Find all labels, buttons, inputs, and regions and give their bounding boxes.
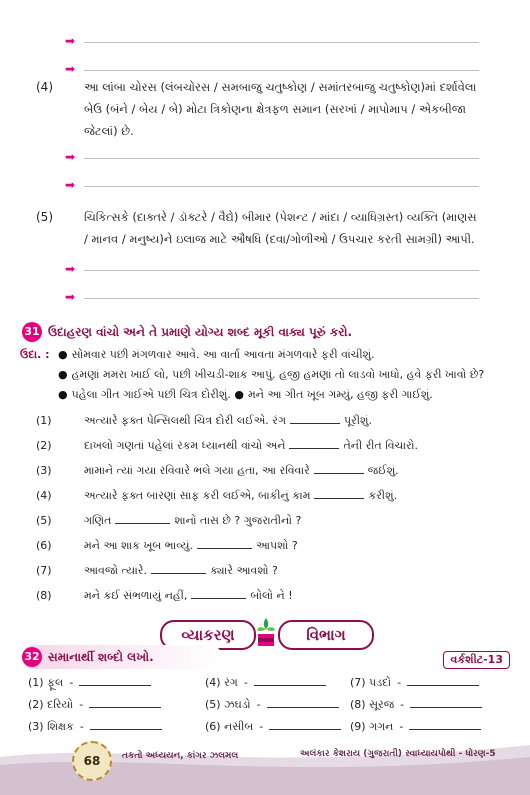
page-footer (0, 735, 530, 795)
fill-blank-item: (7) આવજો ત્યારે. ક્યારે આવશો ? (36, 564, 278, 577)
answer-field[interactable] (79, 685, 151, 686)
fill-blank-item: (5) ગણિત શાનો તાસ છે ? ગુજરાતીનો ? (36, 514, 302, 527)
answer-line[interactable] (84, 186, 479, 187)
blank-field[interactable] (151, 573, 206, 574)
fill-blank-item: (2) દાખલો ગણતાં પહેલાં રકમ ધ્યાનથી વાંચો અને તેની રીત વિચારો. (36, 439, 418, 452)
blank-field[interactable] (289, 448, 339, 449)
synonym-item: (1) ફૂલ - (28, 676, 151, 690)
synonym-item: (5) ઝઘડો - (205, 698, 339, 712)
footer-left-text: તકતો અધ્યયન, કાંગર ઝલમલ (122, 751, 239, 761)
answer-line[interactable] (84, 158, 479, 159)
question-number: (5) (36, 210, 53, 224)
book-icon (255, 616, 277, 650)
question-number: (4) (36, 80, 53, 94)
example-line: ● પહેલા ગીત ગાઈએ પછી ચિત્ર દોરીશું. ● મને આ ગીત ખૂબ ગમ્યું, હજી ફરી ગાઈશું. (58, 388, 433, 401)
arrow-icon: ➡ (65, 150, 76, 164)
fill-blank-item: (6) મને આ શાક ખૂબ ભાવ્યું. આપશો ? (36, 539, 298, 552)
example-label: ઉદા. : (20, 348, 50, 361)
fill-blank-item: (8) મને કંઈ સંભળાયું નહીં, બોલો ને ! (36, 589, 293, 602)
arrow-icon: ➡ (65, 178, 76, 192)
answer-line[interactable] (84, 70, 479, 71)
question-text: ચિકિત્સકે (દાક્તરે / ડૉક્ટરે / વૈદ્યે) બીમાર (પેશન્ટ / માંદા / વ્યાધિગ્રસ્ત) વ્યક્તિ (માણસ / માનવ / મનુષ્ય)ને ઇલાજ માટે ઔષધિ (દવા/ગોળીઓ / ઉપચાર કરતી સામગ્રી) આપી. (84, 210, 477, 246)
blank-field[interactable] (191, 598, 246, 599)
arrow-icon: ➡ (65, 34, 76, 48)
answer-field[interactable] (407, 685, 479, 686)
fill-blank-item: (3) મામાને ત્યાં ગયા રવિવારે ભલે ગયા હતા, આ રવિવારે જઈશું. (36, 464, 399, 477)
answer-line[interactable] (84, 42, 479, 43)
banner-right-label: વિભાગ (278, 620, 374, 650)
worksheet-badge: વર્કશીટ-13 (443, 651, 510, 669)
blank-field[interactable] (314, 498, 364, 499)
answer-field[interactable] (267, 707, 339, 708)
arrow-icon: ➡ (65, 290, 76, 304)
answer-line[interactable] (84, 298, 479, 299)
answer-field[interactable] (409, 729, 481, 730)
question-text: આ લાંબા ચોરસ (લંબચોરસ / સમબાજુ ચતુષ્કોણ / સમાંતરબાજુ ચતુષ્કોણ)માં દર્શાવેલા બેઉ (બંને / બેય / બે) મોટા ત્રિકોણના ક્ષેત્રફળ સમાન (સરખાં / માપોમાપ / એકબીજા જેટલાં) છે. (84, 80, 477, 138)
synonym-item: (8) સૂરજ - (350, 698, 482, 712)
synonym-item: (6) નસીબ - (205, 720, 341, 734)
synonym-item: (9) ગગન - (350, 720, 481, 734)
synonym-item: (2) દરિયો - (28, 698, 161, 712)
answer-field[interactable] (269, 729, 341, 730)
section-title: ઉદાહરણ વાંચો અને તે પ્રમાણે યોગ્ય શબ્દ મૂકી વાક્ય પૂરું કરો. (48, 325, 353, 339)
page-number-badge: 68 (72, 741, 112, 781)
footer-right-text: અલંકાર કેશરાય (ગુજરાતી) સ્વાધ્યાયપોથી - ધોરણ-5 (300, 749, 496, 759)
fill-blank-item: (1) અત્યારે ફક્ત પેન્સિલથી ચિત્ર દોરી લઈએ. રંગ પૂરીશું. (36, 414, 372, 427)
section-title: સમાનાર્થી શબ્દો લખો. (48, 650, 154, 664)
answer-field[interactable] (89, 707, 161, 708)
example-line: ● સોમવાર પછી મંગળવાર આવે. આ વાર્તા આવતા મંગળવારે ફરી વાંચીશું. (58, 348, 375, 361)
example-line: ● હમણાં મમરા ખાઈ લો, પછી ખીચડી-શાક આપું. હજી હમણાં તો લાડવો ખાધો, હવે ફરી ખાવો છે? (58, 368, 485, 381)
blank-field[interactable] (115, 523, 170, 524)
synonym-item: (3) શિક્ષક - (28, 720, 162, 734)
answer-line[interactable] (84, 270, 479, 271)
section-number-badge: 32 (22, 647, 42, 667)
answer-field[interactable] (410, 707, 482, 708)
answer-field[interactable] (254, 685, 326, 686)
synonym-item: (4) રંગ - (205, 676, 326, 690)
blank-field[interactable] (314, 473, 364, 474)
answer-field[interactable] (90, 729, 162, 730)
section-number-badge: 31 (22, 322, 42, 342)
arrow-icon: ➡ (65, 62, 76, 76)
banner-left-label: વ્યાકરણ (160, 620, 256, 650)
blank-field[interactable] (197, 548, 252, 549)
fill-blank-item: (4) અત્યારે ફક્ત બારણાં સાફ કરી લઈએ, બાકીનું કામ કરીશું. (36, 489, 398, 502)
synonym-item: (7) પડદો - (350, 676, 479, 690)
blank-field[interactable] (290, 423, 340, 424)
arrow-icon: ➡ (65, 262, 76, 276)
